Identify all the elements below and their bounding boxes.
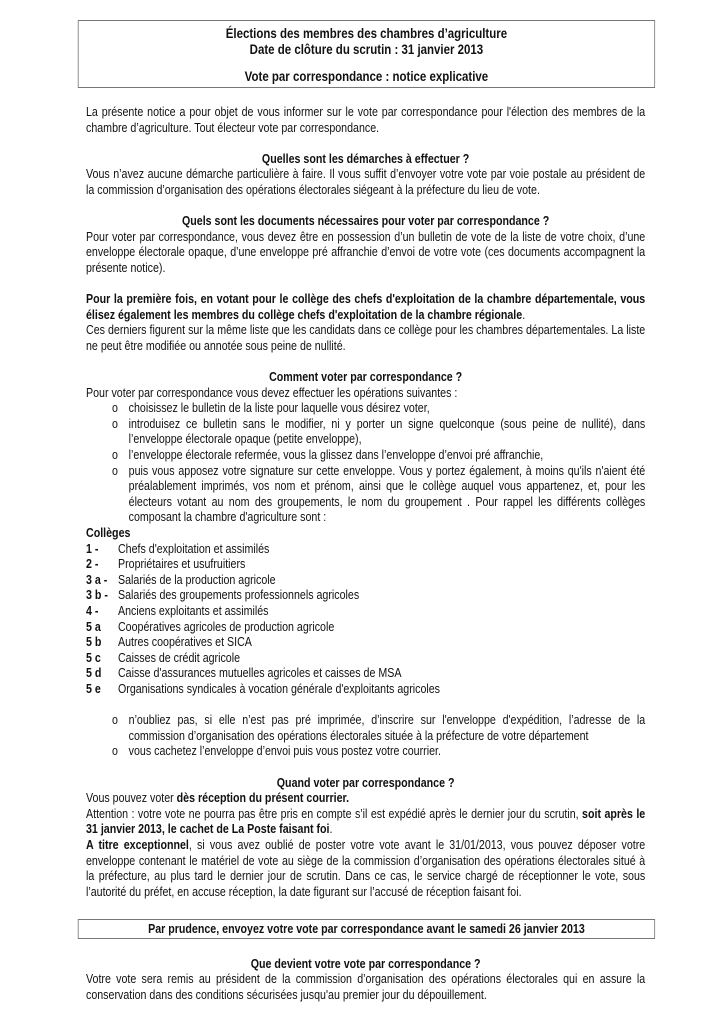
section-text: A titre exceptionnel, si vous avez oublié de poster votre vote avant le 31/01/2013, vous pouvez déposer votre enveloppe contenant le matériel de vote au siège de la commission d’organisation des opérations électorales situé à la préfecture, au plus tard le dernier jour de scrutin. Dans ce cas, le service chargé de réceptionner le vote, sous l’autorité du préfet, en accuse réception, la date figurant sur l’accusé de réception faisant foi. — [86, 836, 646, 899]
bullet-icon: o — [112, 400, 118, 416]
section-heading: Quand voter par correspondance ? — [276, 774, 455, 790]
colleges-list — [86, 541, 645, 697]
list-item-text: vous cachetez l’enveloppe d’envoi puis vous postez votre courrier. — [128, 743, 441, 759]
college-item — [86, 681, 645, 697]
college-number: 5 c — [86, 649, 101, 665]
college-label: Coopératives agricoles de production agricole — [117, 618, 335, 634]
college-number: 5 a — [86, 618, 101, 634]
list-item-text: l’enveloppe électorale refermée, vous la glissez dans l’enveloppe d’envoi pré affranchie, — [128, 447, 544, 463]
list-item — [86, 400, 645, 416]
section-heading: Que devient votre vote par correspondance ? — [250, 955, 481, 971]
college-label: Propriétaires et usufruitiers — [117, 556, 246, 572]
college-item — [86, 556, 645, 572]
college-label: Anciens exploitants et assimilés — [117, 603, 269, 618]
bullet-icon: o — [112, 447, 118, 463]
document-subtitle: Vote par correspondance : notice explicative — [244, 68, 489, 84]
college-label: Autres coopératives et SICA — [117, 634, 252, 650]
college-item — [86, 650, 645, 666]
closing-date: Date de clôture du scrutin : 31 janvier 2013 — [249, 41, 484, 57]
bullet-icon: o — [112, 712, 118, 728]
section-text: Pour voter par correspondance, vous devez être en possession d’un bulletin de vote de la liste de votre choix, d’une enveloppe électorale opaque, d’une enveloppe pré affranchie d’envoi de votre vote (ces documents accompagnent la présente notice). — [86, 228, 646, 275]
intro-paragraph: La présente notice a pour objet de vous informer sur le vote par correspondance pour l'élection des membres de la chambre d’agriculture. Tout électeur vote par correspondance. — [86, 104, 646, 135]
college-label: Caisse d'assurances mutuelles agricoles et caisses de MSA — [117, 665, 402, 681]
college-number: 5 e — [86, 680, 101, 696]
section-text: Votre vote sera remis au président de la commission d’organisation des opérations électorales qui en assure la conservation dans des conditions sécurisées jusqu'au premier jour du dépouillement. — [86, 971, 646, 1003]
list-item-text: puis vous apposez votre signature sur cette enveloppe. Vous y portez également, à moins qu'ils n'aient été préalablement imprimés, vos nom et prénom, ainsi que le collège auquel vous appartenez, et, pour les électeurs votant au nom des groupements, le nom du groupement . Pour rappel les différents collèges composant la chambre d'agriculture sont : — [128, 462, 646, 525]
section-heading: Quelles sont les démarches à effectuer ? — [261, 150, 470, 166]
title-box — [78, 20, 655, 88]
list-item — [86, 447, 645, 463]
college-item — [86, 541, 645, 557]
college-label: Caisses de crédit agricole — [117, 649, 241, 665]
section-heading: Comment voter par correspondance ? — [269, 369, 463, 385]
document-title: Élections des membres des chambres d’agriculture — [225, 25, 508, 41]
colleges-heading: Collèges — [86, 525, 131, 541]
college-item — [86, 619, 645, 635]
list-item — [86, 712, 645, 743]
college-label: Organisations syndicales à vocation générale d'exploitants agricoles — [117, 680, 441, 696]
college-item — [86, 603, 645, 619]
college-label: Salariés des groupements professionnels agricoles — [117, 587, 360, 603]
college-item — [86, 572, 645, 588]
section-text: Attention : votre vote ne pourra pas être pris en compte s’il est expédié après le dernier jour du scrutin, soit après le 31 janvier 2013, le cachet de La Poste faisant foi. — [86, 805, 646, 837]
college-number: 1 - — [86, 540, 99, 556]
bullet-icon: o — [112, 462, 118, 478]
college-number: 3 b - — [86, 587, 108, 603]
college-number: 4 - — [86, 603, 99, 618]
list-item — [86, 463, 645, 525]
bold-notice: Pour la première fois, en votant pour le collège des chefs d'exploitation de la chambre départementale, vous élisez également les membres du collège chefs d'exploitation de la chambre régionale. — [86, 291, 646, 322]
section-heading: Quels sont les documents nécessaires pour voter par correspondance ? — [181, 213, 550, 229]
bullet-icon: o — [112, 415, 118, 431]
college-number: 2 - — [86, 556, 99, 572]
college-label: Salariés de la production agricole — [117, 571, 276, 587]
section-text: Vous n’avez aucune démarche particulière à faire. Il vous suffit d’envoyer votre vote par voie postale au président de la commission d’organisation des opérations électorales siégeant à la préfecture du lieu de vote. — [86, 166, 646, 197]
college-item — [86, 587, 645, 603]
bullet-icon: o — [112, 743, 118, 759]
list-item-text: n’oubliez pas, si elle n’est pas pré imprimée, d’inscrire sur l'enveloppe d'expédition, l’adresse de la commission d’organisation des opérations électorales située à la préfecture de votre département — [128, 712, 646, 743]
steps-list — [86, 400, 645, 525]
steps-list — [86, 712, 645, 759]
prudence-notice-box: Par prudence, envoyez votre vote par correspondance avant le samedi 26 janvier 2013 — [78, 919, 655, 939]
college-number: 5 b — [86, 634, 102, 650]
section-text: Ces derniers figurent sur la même liste que les candidats dans ce collège pour les chambres départementales. La liste ne peut être modifiée ou annotée sous peine de nullité. — [86, 322, 646, 353]
list-item-text: choisissez le bulletin de la liste pour laquelle vous désirez voter, — [128, 400, 430, 416]
section-text: Pour voter par correspondance vous devez effectuer les opérations suivantes : — [86, 384, 458, 400]
college-item — [86, 634, 645, 650]
document — [86, 20, 645, 1003]
section-text: Vous pouvez voter dès réception du présent courrier. — [86, 790, 350, 806]
college-number: 5 d — [86, 665, 102, 681]
college-label: Chefs d'exploitation et assimilés — [117, 540, 270, 556]
list-item — [86, 743, 645, 759]
college-number: 3 a - — [86, 571, 108, 587]
list-item-text: introduisez ce bulletin sans le modifier, ni y porter un signe quelconque (sous peine de nullité), dans l’enveloppe électorale opaque (petite enveloppe), — [128, 415, 646, 447]
college-item — [86, 665, 645, 681]
list-item — [86, 416, 645, 447]
